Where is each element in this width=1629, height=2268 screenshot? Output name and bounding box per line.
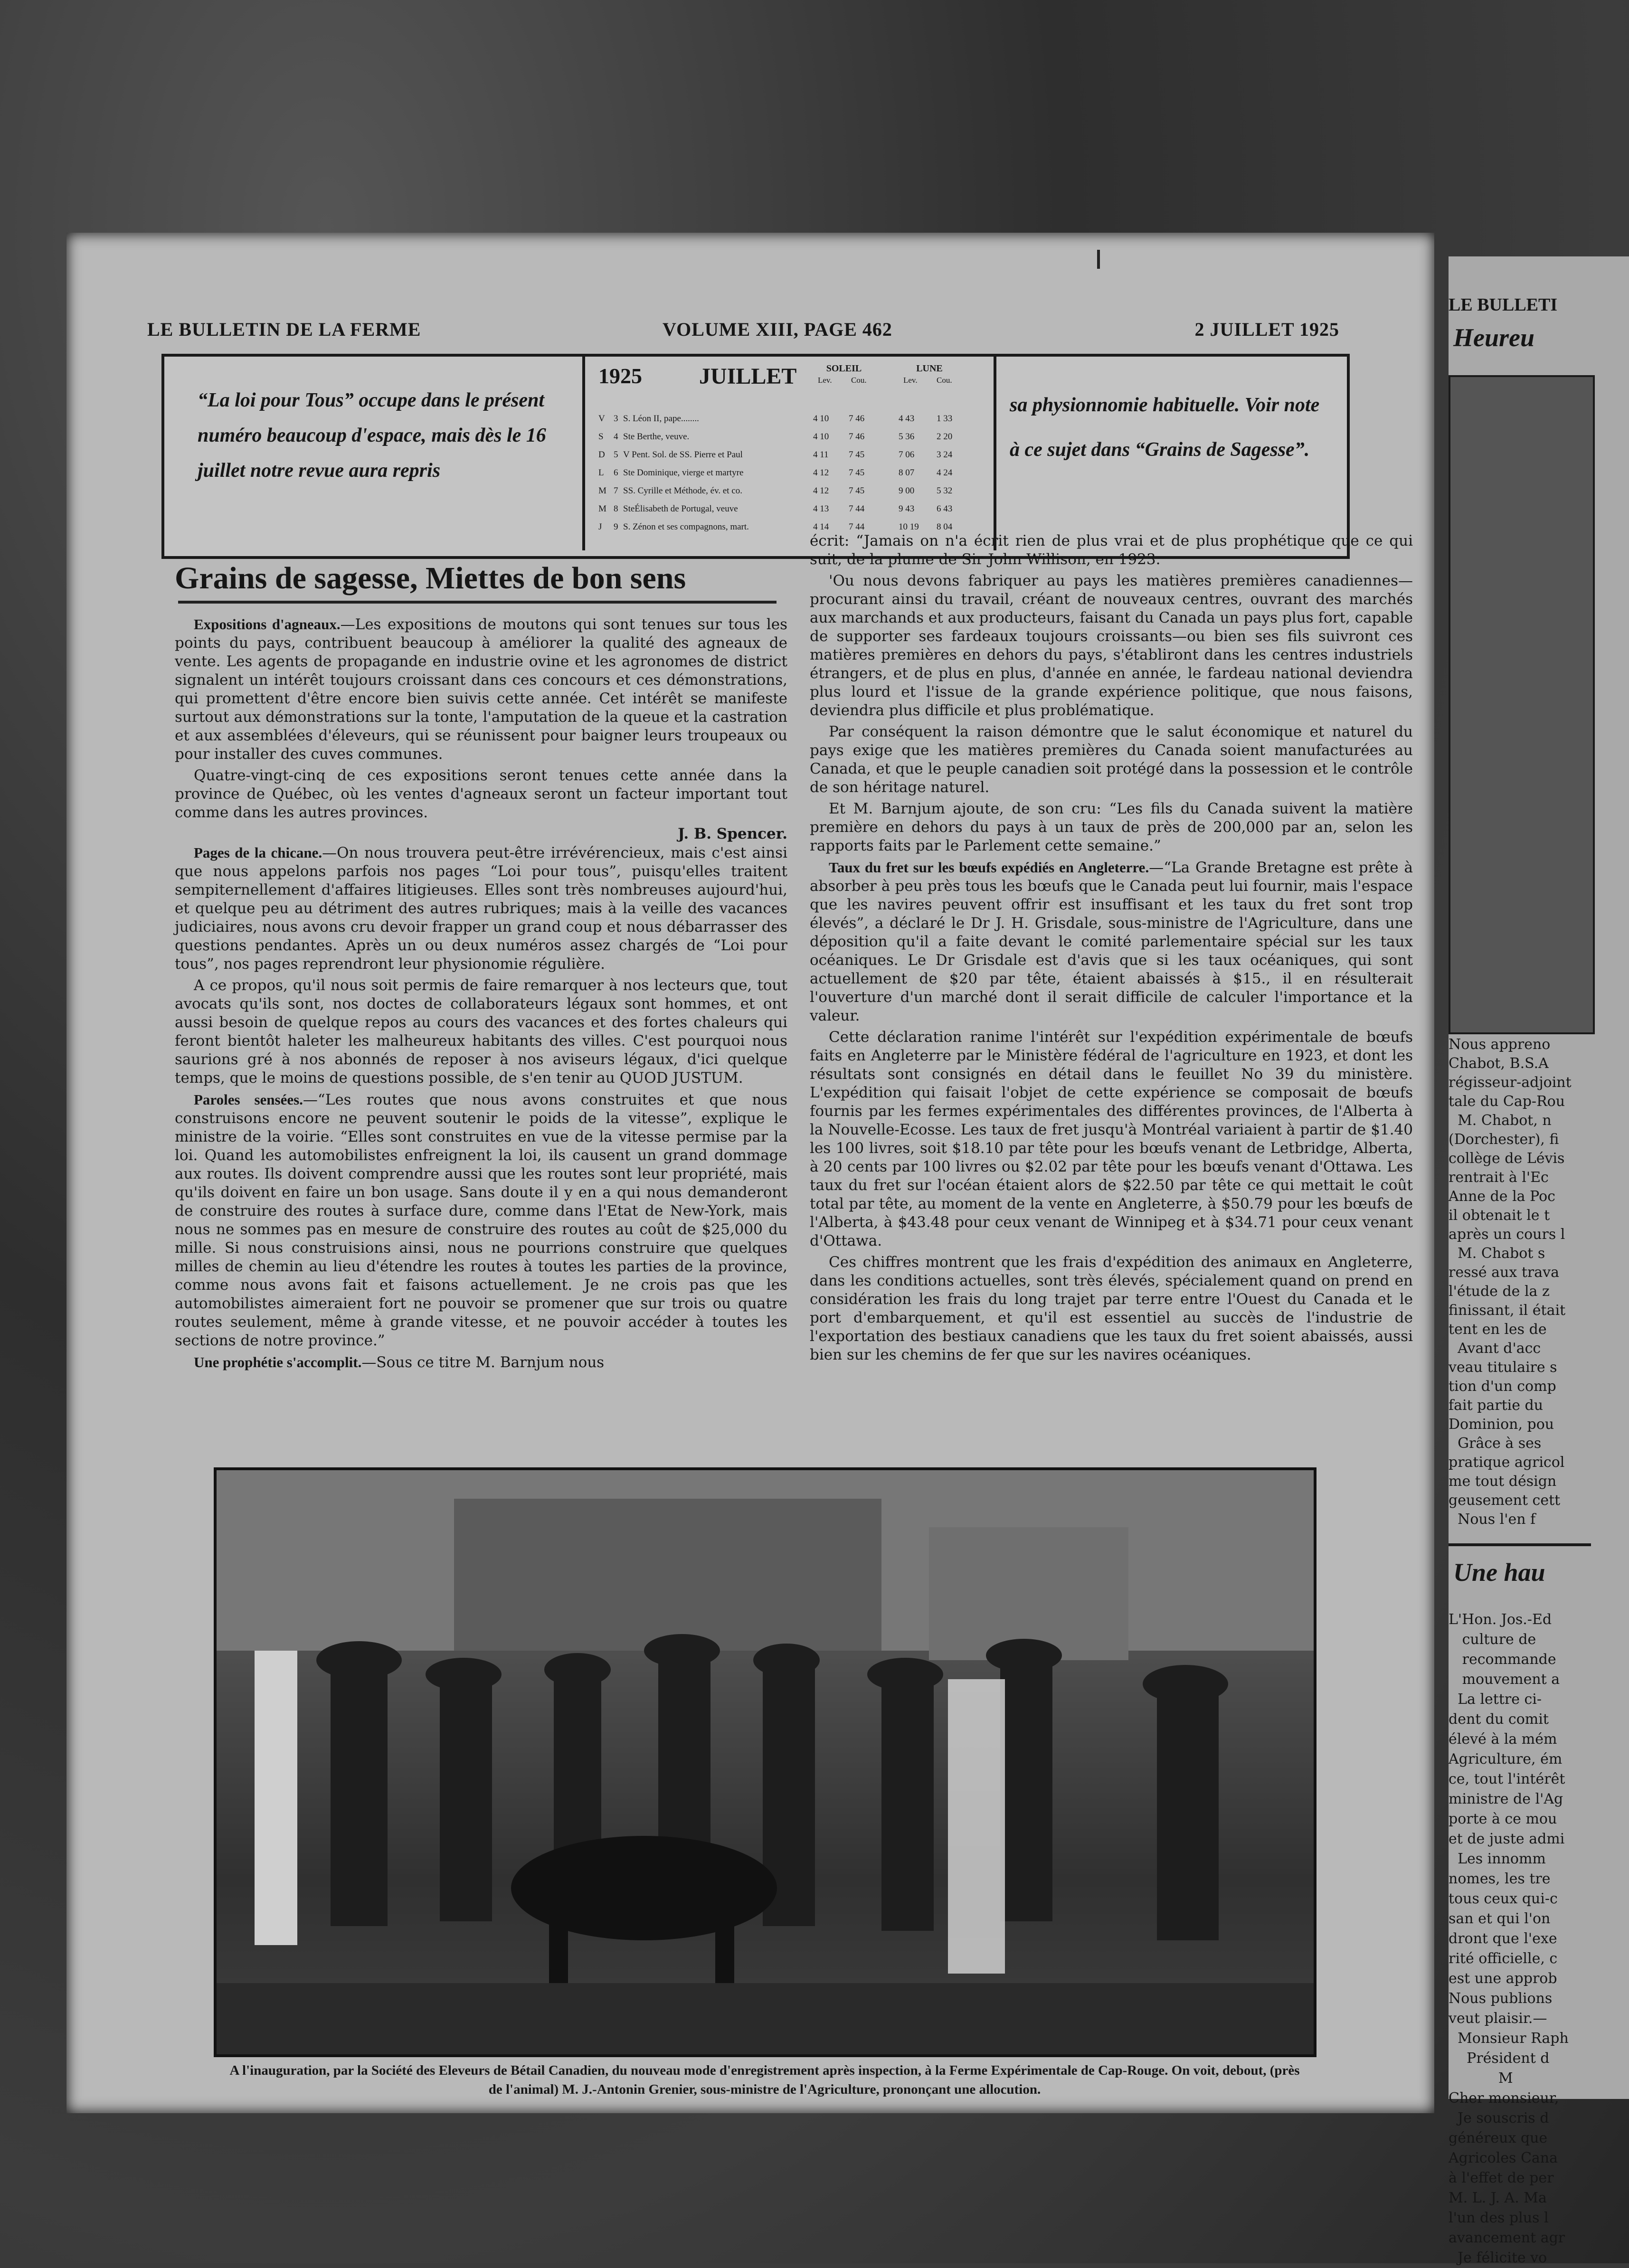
paragraph: Par conséquent la raison démontre que le salut économique et naturel du pays exige que les matières premières du Canada soient manufacturées au Canada, et que le peuple canadien soit protégé dans la possession et le contrôle de son héritage naturel. <box>810 723 1413 796</box>
sunset: 7 45 <box>849 486 865 496</box>
calendar-day: M <box>598 486 606 496</box>
calendar-saint: Ste Dominique, vierge et martyre <box>623 468 744 478</box>
halftone-photograph <box>214 1467 1316 2057</box>
moonrise: 9 00 <box>899 486 915 496</box>
sunrise: 4 10 <box>813 414 829 424</box>
moonset: 8 04 <box>937 522 953 532</box>
calendar-day: V <box>598 414 605 424</box>
paragraph <box>175 843 787 973</box>
paragraph: A ce propos, qu'il nous soit permis de faire remarquer à nos lecteurs que, tout avocats qu'ils sont, nos doctes de collaborateurs légaux sont hommes, et ont aussi besoin de quelque repos au cours des vacances et des fortes chaleurs qui feront bientôt haleter les malheureux habitants des villes. C'est pourquoi nous saurions gré à nos abonnés de reposer à nos aviseurs légaux, d'ici quelque temps, que le moins de questions possible, de s'en tenir au QUOD JUSTUM. <box>175 977 787 1087</box>
sunrise: 4 12 <box>813 468 829 478</box>
almanac-calendar <box>582 357 996 550</box>
calendar-saint: SS. Cyrille et Méthode, év. et co. <box>623 486 742 496</box>
adjacent-heading: Une hau <box>1453 1558 1545 1587</box>
calendar-lev-1: Lev. <box>818 376 832 385</box>
calendar-date: 5 <box>614 450 618 460</box>
adjacent-rule <box>1449 1543 1591 1546</box>
photo-crowd-illustration <box>217 1470 1314 2054</box>
paragraph-text: —Les expositions de moutons qui sont tenues sur tous les points du pays, contribuent beaucoup à améliorer la qualité des agneaux de vente. Les agents de propagande en industrie ovine et les agronomes de district signalent un intérêt toujours croissant dans ces concours et ces démonstrations, qui promettent d'être encore bien suivis cette année. Cet intérêt se manifeste surtout aux démonstrations sur la tonte, l'amputation de la queue et la castration et aux assemblées d'éleveurs, qui se réunissent pour baigner leurs troupeaux ou pour installer des cuves communes. <box>175 616 787 763</box>
paragraph: 'Ou nous devons fabriquer au pays les matières premières canadiennes—procurant ainsi du travail, créant de nouveaux centres, ouvrant des marchés aux marchands et aux producteurs, faisant du Canada un pays plus fort, capable de supporter ses fardeaux toujours croissants—ou bien ses fils suivront ces matières premières en dehors du pays, s'établiront dans les centres industriels étrangers, et de plus en plus, d'année en année, le fardeau national deviendra plus lourd et l'issue de la grande expérience politique, que nous faisons, deviendra plus difficile et plus problématique. <box>810 572 1413 719</box>
signature: J. B. Spencer. <box>678 825 787 842</box>
calendar-day: L <box>598 468 604 478</box>
calendar-day: D <box>598 450 605 460</box>
calendar-row <box>585 468 994 485</box>
sunrise: 4 14 <box>813 522 829 532</box>
sunset: 7 46 <box>849 414 865 424</box>
calendar-month: JUILLET <box>699 364 797 389</box>
adjacent-page <box>1449 256 1629 2266</box>
paragraph-text: —Sous ce titre M. Barnjum nous <box>361 1354 605 1371</box>
calendar-row <box>585 450 994 467</box>
section-head: Paroles sensées. <box>194 1091 303 1108</box>
adjacent-portrait <box>1449 375 1595 1034</box>
adjacent-header: LE BULLETI <box>1449 295 1558 315</box>
header-publication: LE BULLETIN DE LA FERME <box>147 319 421 340</box>
calendar-saint: SteÉlisabeth de Portugal, veuve <box>623 504 738 514</box>
photo-caption: A l'inauguration, par la Société des Eleveurs de Bétail Canadien, du nouveau mode d'enregistrement après inspection, à la Ferme Expérimentale de Cap-Rouge. On voit, debout, (près de l'animal) M. J.-Antonin Grenier, sous-ministre de l'Agriculture, prononçant une allocution. <box>229 2063 1300 2097</box>
calendar-row <box>585 504 994 521</box>
moonrise: 8 07 <box>899 468 915 478</box>
calendar-saint: S. Léon II, pape........ <box>623 414 699 424</box>
calendar-row <box>585 432 994 449</box>
moonrise: 5 36 <box>899 432 915 442</box>
moonrise: 10 19 <box>899 522 919 532</box>
sunrise: 4 10 <box>813 432 829 442</box>
adjacent-text: Nous apprenо Chabot, B.S.A régisseur-adjoint tale du Cap-Rou M. Chabot, n (Dorchester), fi collège de Lévis rentrait à l'Ec Anne de la Poc il obtenait le t après un cours l M. Chabot s ressé aux trava l'étude de la z finissant, il était tent en les de Avant d'acc veau titulaire s tion d'un comp fait partie du Dominion, pou Grâce à ses pratique agricol me tout désign geusement cett Nous l'en f <box>1449 1036 1572 1528</box>
paragraph: Et M. Barnjum ajoute, de son cru: “Les fils du Canada suivent la matière première en dehors du pays à un taux de près de 200,000 par an, selon les rapports faits par le Parlement cette semaine.” <box>810 800 1413 854</box>
calendar-date: 6 <box>614 468 618 478</box>
adjacent-text-2: L'Hon. Jos.-Ed culture de recommande mouvement a La lettre ci- dent du comit élevé à la mém Agriculture, ém ce, tout l'intérêt ministre de l'Ag porte à ce mou et de juste admi Les innomm nomes, les tre tous ceux qui-c san et qui l'on dront que l'exe rité officielle, c est une approb Nous publions veut plaisir.— Monsieur Raph Président d M Cher monsieur, Je souscris d généreux que Agricoles Cana à l'effet de per M. L. J. A. Ma l'un des plus l avancement agr Je félicite vo <box>1449 1611 1569 2266</box>
sunset: 7 46 <box>849 432 865 442</box>
calendar-saint: V Pent. Sol. de SS. Pierre et Paul <box>623 450 743 460</box>
section-head: Expositions d'agneaux. <box>194 616 341 633</box>
adjacent-subtitle: Heureu <box>1453 323 1535 352</box>
left-column <box>175 615 787 1375</box>
sunset: 7 44 <box>849 504 865 514</box>
calendar-date: 8 <box>614 504 618 514</box>
calendar-saint: S. Zénon et ses compagnons, mart. <box>623 522 749 532</box>
moonset: 2 20 <box>937 432 953 442</box>
header-date: 2 JUILLET 1925 <box>1194 319 1339 340</box>
calendar-date: 3 <box>614 414 618 424</box>
paragraph <box>175 1353 787 1372</box>
calendar-lune: LUNE <box>916 363 943 374</box>
paragraph: Cette déclaration ranime l'intérêt sur l'expédition expérimentale de bœufs faits en Angleterre par le Ministère fédéral de l'agriculture en 1923, et dont les résultats sont consignés en détail dans le feuillet No 39 du ministère. L'expédition qui faisait l'objet de cette expérience se composait de bœufs fournis par les fermes expérimentales des différentes provinces, de l'Alberta à la Nouvelle-Ecosse. Les taux de fret jusqu'à Montréal variaient à partir de $1.40 les 100 livres, soit $18.10 par tête pour les bœufs venant de Letbridge, Alberta, à 20 cents par 100 livres ou $2.02 par tête pour les bœufs venant d'Ottawa. Les taux du fret sur l'océan étaient alors de $22.50 par tête ce qui mettait le coût total par tête, au moment de la vente en Angleterre, à $50.79 pour les bœufs de l'Alberta, à $43.48 pour ceux venant de Winnipeg et à $34.71 pour ceux venant d'Ottawa. <box>810 1029 1413 1249</box>
page-header <box>147 318 1339 342</box>
paragraph: écrit: “Jamais on n'a écrit rien de plus vrai et de plus prophétique que ce qui suit, de la plume de Sir John Willison, en 1923. <box>810 532 1413 568</box>
moonrise: 9 43 <box>899 504 915 514</box>
section-head: Pages de la chicane. <box>194 844 322 861</box>
right-column <box>810 532 1413 1367</box>
section-head: Une prophétie s'accomplit. <box>194 1354 362 1370</box>
section-head: Taux du fret sur les bœufs expédiés en Angleterre. <box>829 859 1149 876</box>
newspaper-page <box>66 233 1434 2113</box>
paragraph-text: —“Les routes que nous avons construites et que nous construisons encore ne peuvent soutenir le poids de la vitesse”, explique le ministre de la voirie. “Elles sont construites en vue de la vitesse permise par la loi. Quand les automobilistes enfreignent la loi, ils causent un grand dommage aux routes. Ils doivent comprendre aussi que les routes sont leur propriété, mais qu'ils doivent en faire un bon usage. Sans doute il y en a qui nous demanderont de construire des routes à surface dure, comme dans l'Etat de New-York, mais nous ne sommes pas en mesure de construire des routes au coût de $25,000 du mille. Si nous construisions ainsi, nous ne pourrions construire que quelques milles de chemin au lieu d'étendre les routes à toutes les parties de la province, comme nous avons fait et faisons actuellement. Je ne crois pas que les automobilistes aimeraient fort ne pouvoir se promener que sur trois ou quatre routes seulement, même à grande vitesse, et ne pouvoir accéder à toutes les sections de notre province.” <box>175 1091 787 1349</box>
sunset: 7 45 <box>849 468 865 478</box>
calendar-row <box>585 414 994 431</box>
paragraph-text: —“La Grande Bretagne est prête à absorber à peu près tous les bœufs que le Canada peut lui fournir, mais l'espace que les navires peuvent offrir est insuffisant et les taux du fret sont trop élevés”, a déclaré le Dr J. H. Grisdale, sous-ministre de l'Agriculture, dans une déposition qu'il a faite devant le comité parlementaire spécial sur les taux océaniques. Le Dr Grisdale est d'avis que si les taux océaniques, qui sont actuellement de $20 par tête, étaient abaissés à $15., il en résulterait l'ouverture d'un marché dont il serait difficile de calculer l'importance et la valeur. <box>810 859 1413 1024</box>
moonset: 6 43 <box>937 504 953 514</box>
article-title: Grains de sagesse, Miettes de bon sens <box>175 561 686 595</box>
sunrise: 4 13 <box>813 504 829 514</box>
calendar-cou-1: Cou. <box>851 376 867 385</box>
calendar-lev-2: Lev. <box>903 376 918 385</box>
moonset: 4 24 <box>937 468 953 478</box>
sunrise: 4 11 <box>813 450 829 460</box>
calendar-row <box>585 486 994 503</box>
header-volume: VOLUME XIII, PAGE 462 <box>663 319 892 340</box>
calendar-year: 1925 <box>598 364 642 388</box>
calendar-date: 7 <box>614 486 618 496</box>
sunrise: 4 12 <box>813 486 829 496</box>
calendar-soleil: SOLEIL <box>826 363 862 374</box>
page-mark <box>1097 250 1100 269</box>
paragraph <box>175 615 787 764</box>
moonset: 5 32 <box>937 486 953 496</box>
paragraph-text: —On nous trouvera peut-être irrévérencieux, mais c'est ainsi que nous appelons parfois nos pages “Loi pour tous”, puisqu'elles traitent sempiternellement d'affaires litigieuses. Elles sont très nombreuses aujourd'hui, et quelque peu au détriment des autres rubriques; mais à la veille des vacances judiciaires, nous avons cru devoir frapper un grand coup et nous débarrasser des questions pendantes. Après un ou deux numéros assez chargés de “Loi pour tous”, nos pages reprendront leur physionomie régulière. <box>175 844 787 973</box>
calendar-day: M <box>598 504 606 514</box>
calendar-cou-2: Cou. <box>937 376 952 385</box>
calendar-day: J <box>598 522 602 532</box>
banner-right-notice: sa physionnomie habituelle. Voir note à ce sujet dans “Grains de Sagesse”. <box>1010 394 1320 461</box>
moonrise: 7 06 <box>899 450 915 460</box>
top-banner <box>161 354 1350 559</box>
paragraph: Ces chiffres montrent que les frais d'expédition des animaux en Angleterre, dans les conditions actuelles, sont très élevés, spécialement quand on prend en considération les frais du long trajet par terre entre l'Ouest du Canada et le port d'embarquement, et qu'il est essentiel au succès de l'industrie de l'exportation des bestiaux canadiens que les taux du fret soient abaissés, aussi bien sur les chemins de fer que sur les navires océaniques. <box>810 1254 1413 1363</box>
paragraph <box>175 1090 787 1350</box>
moonset: 3 24 <box>937 450 953 460</box>
sunset: 7 44 <box>849 522 865 532</box>
paragraph: Quatre-vingt-cinq de ces expositions seront tenues cette année dans la province de Québec, où les ventes d'agneaux seront un facteur important tout comme dans les autres provinces. <box>175 767 787 821</box>
banner-left-notice: “La loi pour Tous” occupe dans le présent numéro beaucoup d'espace, mais dès le 16 juillet notre revue aura repris <box>198 389 546 482</box>
calendar-date: 4 <box>614 432 618 442</box>
title-underline <box>178 601 777 604</box>
paragraph <box>810 858 1413 1025</box>
sunset: 7 45 <box>849 450 865 460</box>
moonset: 1 33 <box>937 414 953 424</box>
moonrise: 4 43 <box>899 414 915 424</box>
calendar-saint: Ste Berthe, veuve. <box>623 432 690 442</box>
calendar-date: 9 <box>614 522 618 532</box>
calendar-day: S <box>598 432 604 442</box>
